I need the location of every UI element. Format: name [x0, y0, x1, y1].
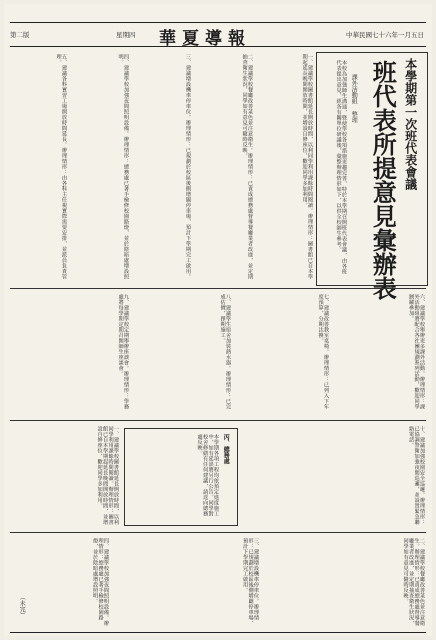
- header-bottom-rule: [10, 46, 426, 47]
- masthead-title: 華夏導報: [159, 29, 251, 49]
- lead-headline: 班代表所提意見彙辦表: [368, 60, 398, 300]
- article-column-9: 九、建議學校定期舉辦座談會。辦理情形：學務處將每學期定期召開師生座談會。: [117, 294, 129, 410]
- article-column-5: 五、建議各科實習工場開放時間延長。辦理情形：由各科主任視實際需要安排，並派員負責管理。: [55, 54, 67, 280]
- lead-intro: 本校為加強師生溝通，暨使學校各項措施更趨完善，特於本學期召開班代表會議，由各班代表提出意見，經各有關單位研議後，彙整辦理情形如下，以供全校師生參考。: [335, 60, 347, 275]
- article-column-2: 二、建議學校餐廳改善菜色並注意衛生。辦理情形：已責成總務處督導餐廳業者改進，並定期抽查衛生狀況，同學如有意見可隨時反映。: [241, 54, 253, 280]
- footer-rule: [10, 632, 426, 633]
- side-note-title: 丙、總務處: [222, 434, 230, 464]
- article-column-13: 三、建議增設機車停車位。辦理情形：已規劃於校區後側增闢停車場，預計下學期完工啟用。: [242, 538, 259, 626]
- article-column-12: 二、建議學校餐廳改善菜色並注意衛生。辦理情形：已責成總務處督導餐廳業者改進，並定期抽查衛生狀況，同學如有意見可隨時反映。: [402, 538, 425, 626]
- newspaper-page: [4, 4, 432, 636]
- article-column-6: 六、建議學校舉辦更多課外活動。辦理情形：課外活動組將配合各社團規劃系列活動，歡迎同學踴躍參加。: [408, 294, 425, 410]
- article-column-7: 七、建議改善教室桌椅。辦理情形：已列入下年度預算，分期汰換。: [317, 294, 329, 410]
- lead-kicker: 本學期第一次班代表會議: [403, 58, 418, 190]
- article-column-4: 四、建議學校加強夜間照明設備。辦理情形：總務處已著手檢修校園路燈，並於陰暗處增設照明。: [117, 54, 129, 280]
- side-note-text: 本學期各項工程均依預定進度施工中，如有延誤將另行公告。同學對校舍修繕有任何建議，請逕向總務處反映。: [196, 434, 219, 517]
- tier-divider-3: [10, 532, 426, 533]
- date-label: 中華民國七十六年一月五日: [346, 31, 424, 39]
- tier-divider-1: [10, 288, 426, 289]
- article-column-14: 四、建議學校加強夜間照明設備。辦理情形：總務處已著手檢修校園路燈，並於陰暗處增設照明。: [92, 538, 109, 626]
- continued-note: （未完）: [18, 594, 26, 618]
- weekday-label: 星期四: [116, 31, 136, 39]
- tier-divider-2: [10, 420, 426, 421]
- article-column-3: 三、建議增設機車停車位。辦理情形：已規劃於校區後側增闢停車場，預計下學期完工啟用。: [185, 54, 191, 280]
- page-label: 第二版: [10, 31, 30, 39]
- article-column-8: 八、建議學生宿舍加裝熱水器。辦理情形：已完成估價，擇期施工。: [219, 294, 231, 410]
- header-top-rule: [10, 22, 426, 23]
- article-column-1: 一、建議學校圖書館延長開放時間，以利同學利用課餘時間閱讀。辦理情形：圖書館已自本學期起延長晚間開放時間，並增設自修座位，歡迎同學多加利用。: [301, 54, 313, 280]
- article-column-11: 一、建議學校圖書館延長開放時間，以利同學利用課餘時間閱讀。辦理情形：圖書館已自本學期起延長晚間開放時間，並增設自修座位，歡迎同學多加利用。: [96, 426, 119, 525]
- lead-byline: 課外活動組 整理: [350, 74, 358, 123]
- article-column-10: 十、建議加強校園安全巡邏。辦理情形：已協調警衛加強夜間巡邏，並設置緊急聯絡電話。: [408, 426, 425, 525]
